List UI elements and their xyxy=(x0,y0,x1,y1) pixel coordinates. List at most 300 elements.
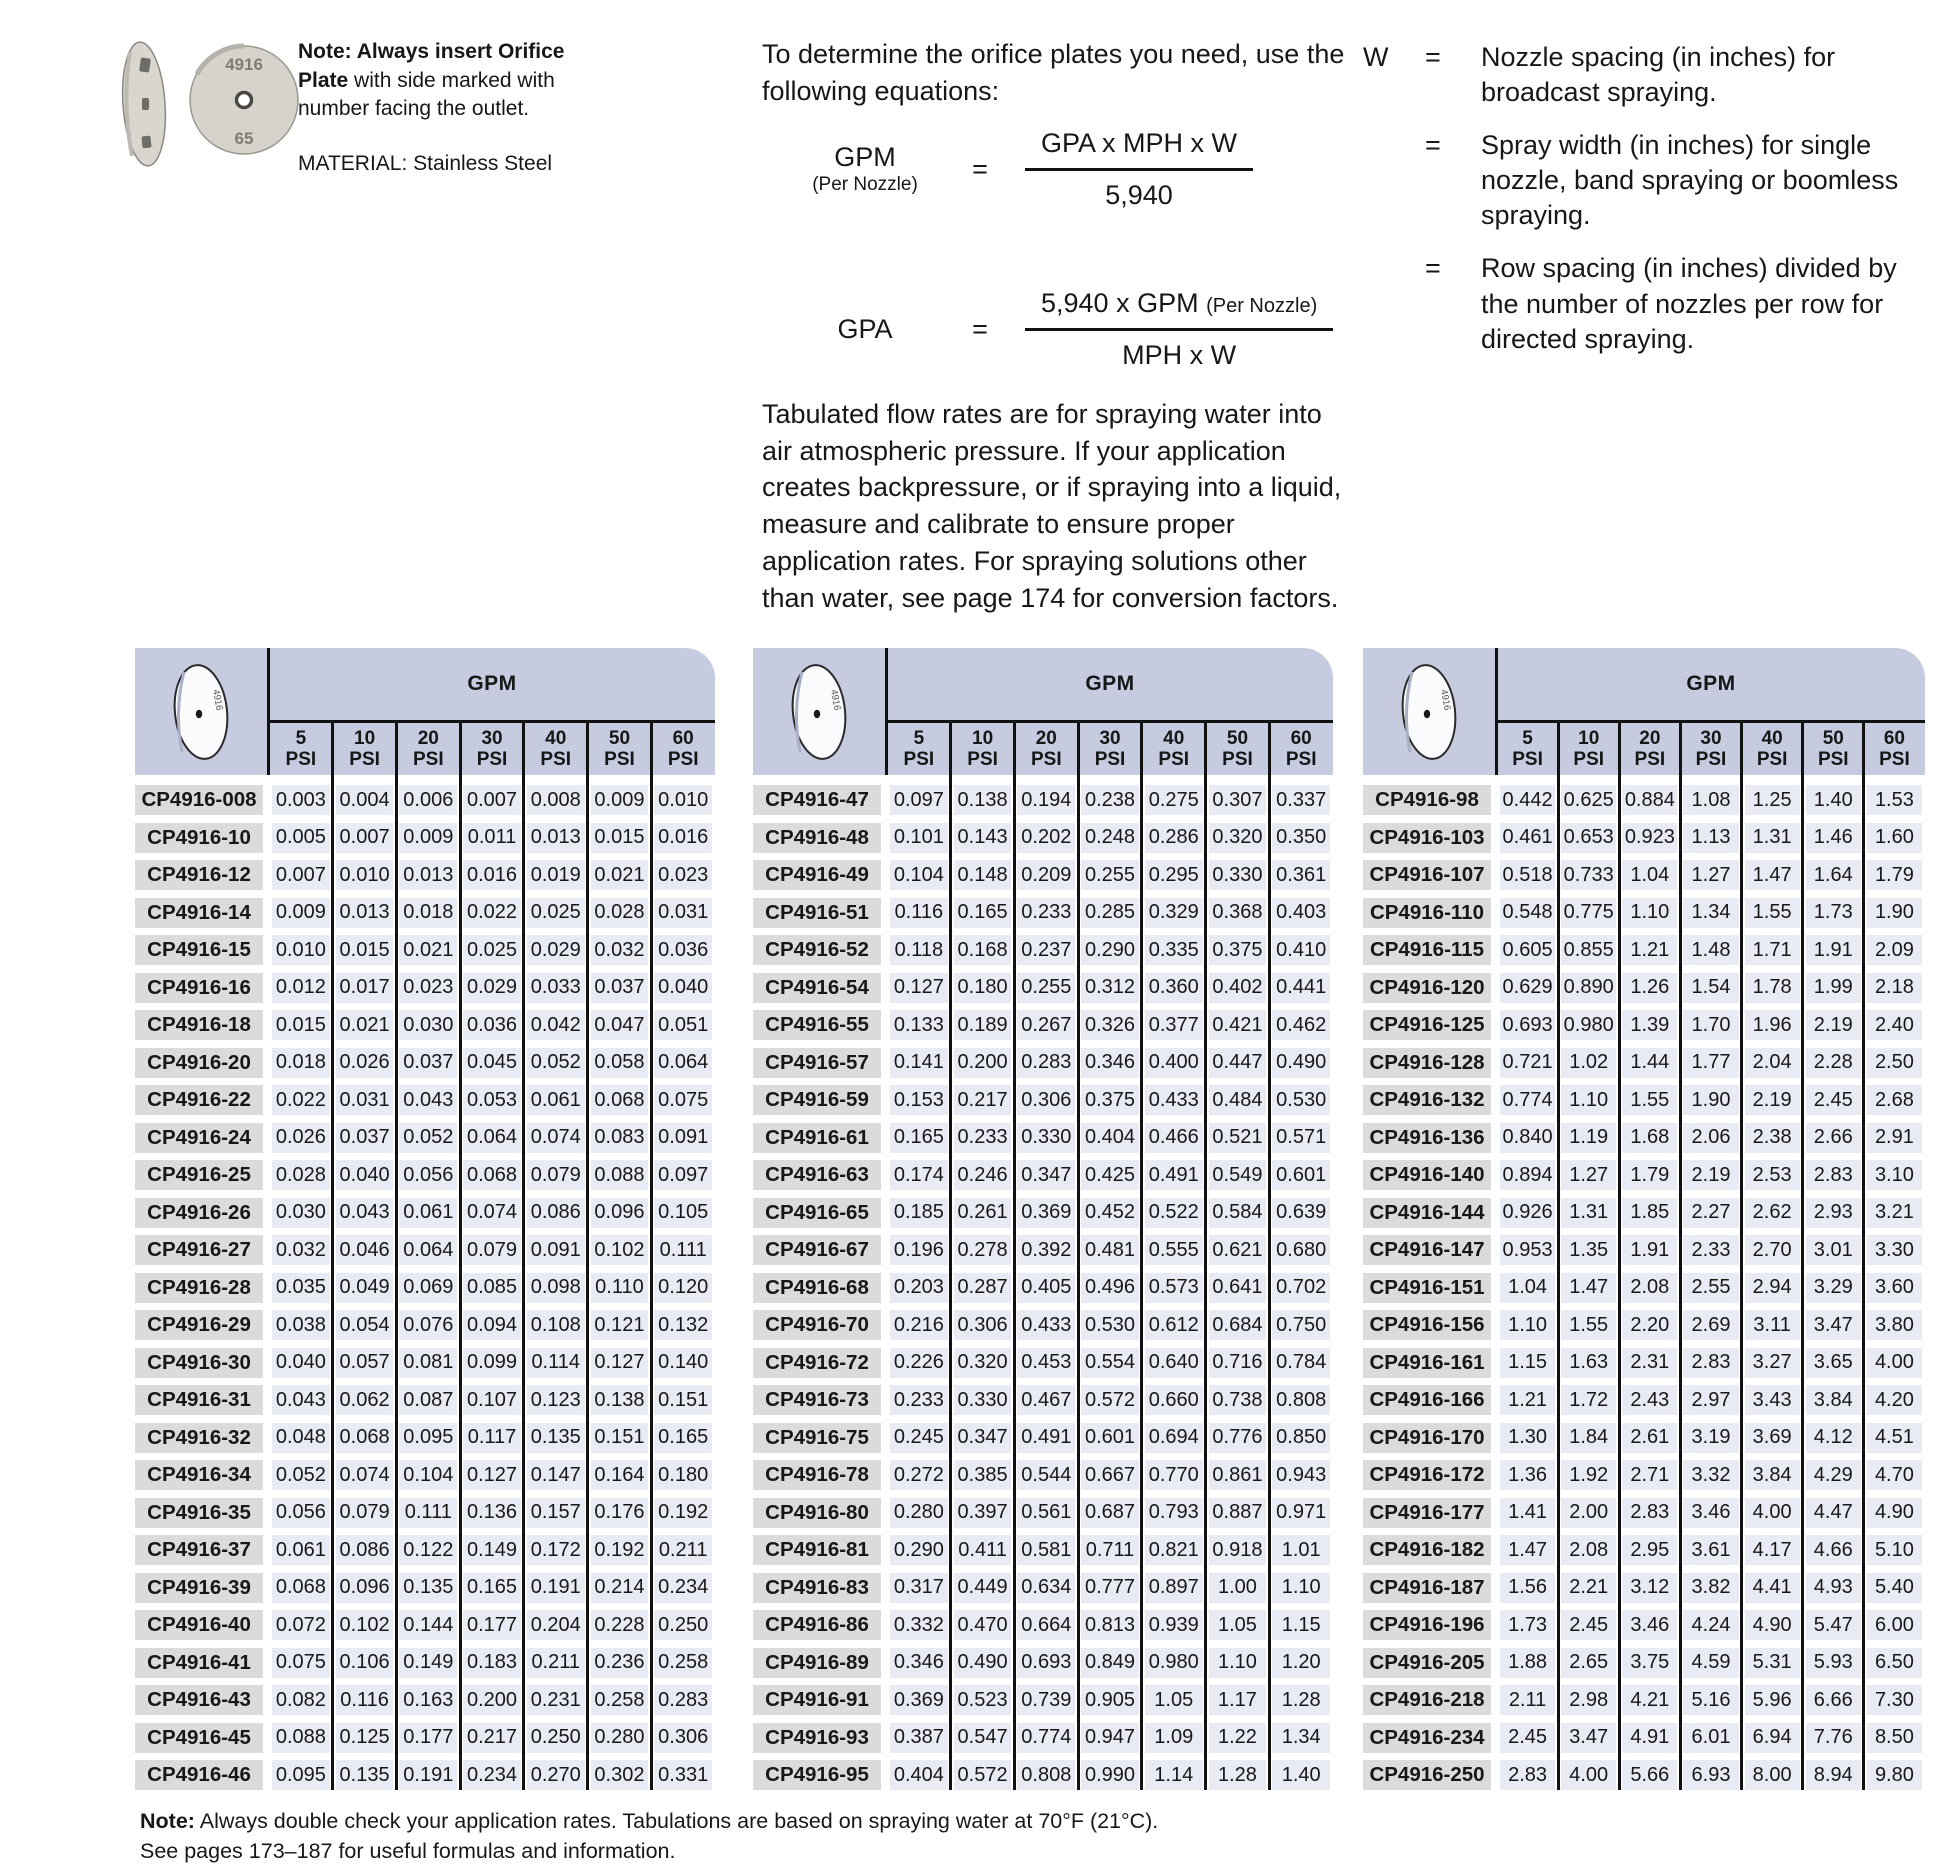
table-row xyxy=(1363,1648,1925,1678)
gpm-value-cell: 0.049 xyxy=(333,1273,397,1303)
w-definition-row xyxy=(1363,251,1923,356)
gpm-value-cell: 1.71 xyxy=(1742,935,1803,965)
table-body xyxy=(753,775,1333,1790)
part-number-cell: CP4916-166 xyxy=(1363,1385,1491,1415)
gpm-value-cell: 2.83 xyxy=(1803,1160,1864,1190)
gpm-equation-lhs xyxy=(795,143,935,196)
gpm-value-cell: 0.250 xyxy=(651,1610,715,1640)
gpm-value-cell: 5.47 xyxy=(1803,1610,1864,1640)
flow-rate-table-2 xyxy=(753,648,1333,1790)
gpm-value-cell: 4.24 xyxy=(1680,1610,1741,1640)
psi-column-header: 60 PSI xyxy=(667,727,699,770)
equals-sign: = xyxy=(1425,253,1441,284)
value-cells xyxy=(269,1123,715,1153)
part-number-cell: CP4916-30 xyxy=(135,1348,263,1378)
gpm-value-cell: 0.238 xyxy=(1078,785,1142,815)
gpm-value-cell: 0.157 xyxy=(524,1498,588,1528)
equals-sign: = xyxy=(1425,130,1441,161)
flow-rates-paragraph: Tabulated flow rates are for spraying water into air atmospheric pressure. If your application creates backpressure, or if spraying into a liquid, measure and calibrate to ensure proper application rates. For spraying solutions other than water, see page 174 for conversion factors. xyxy=(762,399,1342,613)
gpm-value-cell: 0.149 xyxy=(396,1648,460,1678)
part-number-cell: CP4916-147 xyxy=(1363,1235,1491,1265)
table-body xyxy=(1363,775,1925,1790)
equals-sign: = xyxy=(1425,42,1441,72)
table-row xyxy=(1363,898,1925,928)
gpm-value-cell: 0.064 xyxy=(460,1123,524,1153)
gpm-value-cell: 0.738 xyxy=(1206,1385,1270,1415)
gpm-value-cell: 0.330 xyxy=(1206,860,1270,890)
value-cells xyxy=(269,860,715,890)
gpm-value-cell: 1.09 xyxy=(1142,1723,1206,1753)
part-number-cell: CP4916-68 xyxy=(753,1273,881,1303)
gpm-value-cell: 2.97 xyxy=(1680,1385,1741,1415)
gpm-value-cell: 0.272 xyxy=(887,1460,951,1490)
gpm-value-cell: 0.180 xyxy=(651,1460,715,1490)
table-row xyxy=(135,1498,715,1528)
gpm-value-cell: 5.93 xyxy=(1803,1648,1864,1678)
value-cells xyxy=(887,860,1333,890)
gpm-value-cell: 0.202 xyxy=(1014,823,1078,853)
table-row xyxy=(135,1348,715,1378)
part-number-cell: CP4916-65 xyxy=(753,1198,881,1228)
gpm-value-cell: 0.332 xyxy=(887,1610,951,1640)
gpm-value-cell: 0.203 xyxy=(887,1273,951,1303)
value-cells xyxy=(1497,1498,1925,1528)
gpm-value-cell: 0.196 xyxy=(887,1235,951,1265)
gpm-value-cell: 1.31 xyxy=(1558,1198,1619,1228)
gpm-value-cell: 0.721 xyxy=(1497,1048,1558,1078)
table-row xyxy=(135,1085,715,1115)
gpm-value-cell: 0.121 xyxy=(588,1310,652,1340)
gpm-value-cell: 0.007 xyxy=(269,860,333,890)
gpm-value-cell: 0.104 xyxy=(887,860,951,890)
part-number-cell: CP4916-80 xyxy=(753,1498,881,1528)
value-cells xyxy=(1497,1048,1925,1078)
gpm-value-cell: 0.125 xyxy=(333,1723,397,1753)
gpm-value-cell: 0.770 xyxy=(1142,1460,1206,1490)
part-number-cell: CP4916-47 xyxy=(753,785,881,815)
gpm-value-cell: 2.53 xyxy=(1742,1160,1803,1190)
gpm-value-cell: 4.90 xyxy=(1864,1498,1925,1528)
gpm-value-cell: 0.312 xyxy=(1078,973,1142,1003)
gpm-value-cell: 0.231 xyxy=(524,1685,588,1715)
value-cells xyxy=(1497,1685,1925,1715)
value-cells xyxy=(887,1760,1333,1790)
gpm-value-cell: 0.612 xyxy=(1142,1310,1206,1340)
gpm-value-cell: 0.061 xyxy=(396,1198,460,1228)
gpm-value-cell: 2.38 xyxy=(1742,1123,1803,1153)
gpm-value-cell: 1.28 xyxy=(1269,1685,1333,1715)
value-cells xyxy=(1497,1085,1925,1115)
gpm-value-cell: 0.047 xyxy=(588,1010,652,1040)
gpm-value-cell: 0.290 xyxy=(887,1535,951,1565)
gpm-value-cell: 1.91 xyxy=(1619,1235,1680,1265)
w-definitions xyxy=(1363,40,1923,375)
gpm-value-cell: 0.211 xyxy=(524,1648,588,1678)
table-row xyxy=(135,1460,715,1490)
gpm-value-cell: 0.165 xyxy=(887,1123,951,1153)
gpm-value-cell: 0.009 xyxy=(396,823,460,853)
gpm-value-cell: 0.036 xyxy=(460,1010,524,1040)
gpm-value-cell: 1.39 xyxy=(1619,1010,1680,1040)
gpm-value-cell: 0.088 xyxy=(269,1723,333,1753)
gpm-value-cell: 0.123 xyxy=(524,1385,588,1415)
part-number-cell: CP4916-89 xyxy=(753,1648,881,1678)
gpm-value-cell: 0.306 xyxy=(1014,1085,1078,1115)
gpm-value-cell: 3.84 xyxy=(1803,1385,1864,1415)
gpm-value-cell: 0.385 xyxy=(951,1460,1015,1490)
table-row xyxy=(753,1085,1333,1115)
bottom-note-line2: See pages 173–187 for useful formulas and information. xyxy=(140,1839,676,1864)
gpm-value-cell: 0.007 xyxy=(460,785,524,815)
gpm-value-cell: 0.028 xyxy=(588,898,652,928)
table-row xyxy=(1363,1085,1925,1115)
gpm-value-cell: 0.267 xyxy=(1014,1010,1078,1040)
part-number-cell: CP4916-41 xyxy=(135,1648,263,1678)
gpm-value-cell: 0.058 xyxy=(588,1048,652,1078)
w-definition-text: Nozzle spacing (in inches) for broadcast spraying. xyxy=(1481,42,1836,108)
gpm-value-cell: 1.47 xyxy=(1742,860,1803,890)
gpm-value-cell: 0.022 xyxy=(460,898,524,928)
gpm-value-cell: 0.032 xyxy=(588,935,652,965)
gpm-value-cell: 0.114 xyxy=(524,1348,588,1378)
value-cells xyxy=(269,1498,715,1528)
gpm-header: GPM xyxy=(1085,672,1135,695)
gpm-value-cell: 7.76 xyxy=(1803,1723,1864,1753)
gpm-value-cell: 0.101 xyxy=(887,823,951,853)
part-number-cell: CP4916-10 xyxy=(135,823,263,853)
gpm-value-cell: 0.192 xyxy=(588,1535,652,1565)
gpm-value-cell: 0.571 xyxy=(1269,1123,1333,1153)
gpm-value-cell: 0.133 xyxy=(887,1010,951,1040)
gpm-value-cell: 1.90 xyxy=(1864,898,1925,928)
psi-column-header: 20 PSI xyxy=(412,727,444,770)
gpm-value-cell: 0.030 xyxy=(269,1198,333,1228)
table-row xyxy=(753,1573,1333,1603)
gpm-value-cell: 2.83 xyxy=(1497,1760,1558,1790)
plate-note-bold: Note: Always insert Orifice Plate xyxy=(298,40,565,92)
value-cells xyxy=(1497,1423,1925,1453)
gpm-value-cell: 1.21 xyxy=(1619,935,1680,965)
gpm-value-cell: 0.097 xyxy=(887,785,951,815)
gpm-value-cell: 5.31 xyxy=(1742,1648,1803,1678)
gpm-equation-lhs-sub: (Per Nozzle) xyxy=(812,173,918,195)
gpm-value-cell: 0.043 xyxy=(269,1385,333,1415)
gpm-value-cell: 4.20 xyxy=(1864,1385,1925,1415)
gpm-value-cell: 0.087 xyxy=(396,1385,460,1415)
gpm-value-cell: 2.55 xyxy=(1680,1273,1741,1303)
gpm-value-cell: 0.017 xyxy=(333,973,397,1003)
value-cells xyxy=(1497,1460,1925,1490)
gpm-value-cell: 1.41 xyxy=(1497,1498,1558,1528)
gpm-value-cell: 0.200 xyxy=(460,1685,524,1715)
table-row xyxy=(1363,860,1925,890)
gpm-value-cell: 0.029 xyxy=(460,973,524,1003)
gpm-value-cell: 0.890 xyxy=(1558,973,1619,1003)
value-cells xyxy=(269,1010,715,1040)
part-number-cell: CP4916-39 xyxy=(135,1573,263,1603)
orifice-plate-side-photo xyxy=(119,41,170,168)
gpm-value-cell: 5.10 xyxy=(1864,1535,1925,1565)
gpm-value-cell: 4.66 xyxy=(1803,1535,1864,1565)
gpm-value-cell: 4.90 xyxy=(1742,1610,1803,1640)
gpm-value-cell: 0.037 xyxy=(588,973,652,1003)
gpm-value-cell: 0.849 xyxy=(1078,1648,1142,1678)
gpm-value-cell: 0.138 xyxy=(588,1385,652,1415)
table-row xyxy=(135,823,715,853)
gpm-value-cell: 0.411 xyxy=(951,1535,1015,1565)
gpm-value-cell: 0.275 xyxy=(1142,785,1206,815)
table-row xyxy=(753,1273,1333,1303)
gpm-value-cell: 0.086 xyxy=(524,1198,588,1228)
gpm-value-cell: 2.04 xyxy=(1742,1048,1803,1078)
gpm-value-cell: 2.66 xyxy=(1803,1123,1864,1153)
gpm-value-cell: 0.368 xyxy=(1206,898,1270,928)
gpm-value-cell: 0.031 xyxy=(651,898,715,928)
gpm-value-cell: 1.34 xyxy=(1680,898,1741,928)
part-number-cell: CP4916-170 xyxy=(1363,1423,1491,1453)
gpm-value-cell: 0.971 xyxy=(1269,1498,1333,1528)
equals-sign: = xyxy=(972,154,988,184)
gpm-value-cell: 1.40 xyxy=(1803,785,1864,815)
gpm-value-cell: 0.075 xyxy=(269,1648,333,1678)
gpm-value-cell: 0.216 xyxy=(887,1310,951,1340)
gpm-value-cell: 0.326 xyxy=(1078,1010,1142,1040)
gpm-value-cell: 0.149 xyxy=(460,1535,524,1565)
gpm-value-cell: 3.29 xyxy=(1803,1273,1864,1303)
gpm-value-cell: 3.01 xyxy=(1803,1235,1864,1265)
table-row xyxy=(753,1498,1333,1528)
gpm-value-cell: 0.021 xyxy=(333,1010,397,1040)
gpm-value-cell: 0.375 xyxy=(1206,935,1270,965)
value-cells xyxy=(269,1573,715,1603)
gpm-value-cell: 0.042 xyxy=(524,1010,588,1040)
gpm-value-cell: 0.074 xyxy=(333,1460,397,1490)
psi-column-header: 20 PSI xyxy=(1030,727,1062,770)
table-row xyxy=(1363,1348,1925,1378)
gpm-value-cell: 2.93 xyxy=(1803,1198,1864,1228)
value-cells xyxy=(887,1723,1333,1753)
gpm-value-cell: 0.433 xyxy=(1014,1310,1078,1340)
bottom-note-line1 xyxy=(140,1806,1340,1836)
gpm-value-cell: 0.053 xyxy=(460,1085,524,1115)
part-number-cell: CP4916-161 xyxy=(1363,1348,1491,1378)
gpm-value-cell: 2.33 xyxy=(1680,1235,1741,1265)
value-cells xyxy=(1497,1648,1925,1678)
gpm-value-cell: 2.06 xyxy=(1680,1123,1741,1153)
gpm-value-cell: 3.12 xyxy=(1619,1573,1680,1603)
gpm-header: GPM xyxy=(1686,672,1736,695)
gpm-value-cell: 0.680 xyxy=(1269,1235,1333,1265)
psi-header-row xyxy=(269,723,715,775)
gpa-equation-numerator-note: (Per Nozzle) xyxy=(1206,295,1318,317)
gpm-value-cell: 0.102 xyxy=(333,1610,397,1640)
gpm-value-cell: 1.68 xyxy=(1619,1123,1680,1153)
value-cells xyxy=(1497,1385,1925,1415)
gpm-value-cell: 2.94 xyxy=(1742,1273,1803,1303)
value-cells xyxy=(887,1310,1333,1340)
gpm-value-cell: 0.572 xyxy=(1078,1385,1142,1415)
gpm-value-cell: 5.40 xyxy=(1864,1573,1925,1603)
value-cells xyxy=(269,973,715,1003)
part-number-cell: CP4916-91 xyxy=(753,1685,881,1715)
gpm-value-cell: 1.28 xyxy=(1206,1760,1270,1790)
gpm-value-cell: 0.905 xyxy=(1078,1685,1142,1715)
gpm-value-cell: 0.452 xyxy=(1078,1198,1142,1228)
gpm-value-cell: 0.105 xyxy=(651,1198,715,1228)
part-number-cell: CP4916-26 xyxy=(135,1198,263,1228)
part-number-cell: CP4916-205 xyxy=(1363,1648,1491,1678)
gpm-value-cell: 0.143 xyxy=(951,823,1015,853)
gpm-value-cell: 1.05 xyxy=(1206,1610,1270,1640)
gpm-value-cell: 0.057 xyxy=(333,1348,397,1378)
icon-model-marking: 4916 xyxy=(210,688,225,711)
gpm-value-cell: 0.192 xyxy=(651,1498,715,1528)
table-row xyxy=(135,1610,715,1640)
gpm-value-cell: 0.110 xyxy=(588,1273,652,1303)
gpm-value-cell: 0.547 xyxy=(951,1723,1015,1753)
gpm-value-cell: 0.111 xyxy=(651,1235,715,1265)
gpm-value-cell: 0.023 xyxy=(396,973,460,1003)
table-row xyxy=(1363,935,1925,965)
gpm-value-cell: 0.387 xyxy=(887,1723,951,1753)
part-number-cell: CP4916-218 xyxy=(1363,1685,1491,1715)
orifice-plate-photo-graphic xyxy=(112,34,302,174)
table-row xyxy=(135,1198,715,1228)
gpm-value-cell: 1.64 xyxy=(1803,860,1864,890)
table-row xyxy=(753,898,1333,928)
part-number-cell: CP4916-61 xyxy=(753,1123,881,1153)
value-cells xyxy=(269,1273,715,1303)
gpm-value-cell: 0.098 xyxy=(524,1273,588,1303)
table-row xyxy=(135,1273,715,1303)
gpm-value-cell: 0.320 xyxy=(951,1348,1015,1378)
gpm-value-cell: 0.484 xyxy=(1206,1085,1270,1115)
gpm-value-cell: 0.151 xyxy=(651,1385,715,1415)
part-number-cell: CP4916-172 xyxy=(1363,1460,1491,1490)
gpm-value-cell: 0.397 xyxy=(951,1498,1015,1528)
gpm-value-cell: 0.774 xyxy=(1497,1085,1558,1115)
part-number-cell: CP4916-73 xyxy=(753,1385,881,1415)
value-cells xyxy=(1497,1310,1925,1340)
gpm-value-cell: 0.330 xyxy=(1014,1123,1078,1153)
gpm-value-cell: 0.033 xyxy=(524,973,588,1003)
gpm-value-cell: 0.204 xyxy=(524,1610,588,1640)
gpm-value-cell: 3.32 xyxy=(1680,1460,1741,1490)
gpm-value-cell: 5.16 xyxy=(1680,1685,1741,1715)
table-row xyxy=(1363,1573,1925,1603)
table-row xyxy=(135,1573,715,1603)
gpm-value-cell: 0.702 xyxy=(1269,1273,1333,1303)
gpm-value-cell: 3.60 xyxy=(1864,1273,1925,1303)
gpm-value-cell: 0.237 xyxy=(1014,935,1078,965)
gpm-value-cell: 0.258 xyxy=(588,1685,652,1715)
gpm-value-cell: 0.581 xyxy=(1014,1535,1078,1565)
gpm-value-cell: 0.641 xyxy=(1206,1273,1270,1303)
gpm-value-cell: 0.064 xyxy=(651,1048,715,1078)
gpm-value-cell: 0.629 xyxy=(1497,973,1558,1003)
gpm-value-cell: 2.70 xyxy=(1742,1235,1803,1265)
gpm-value-cell: 0.052 xyxy=(269,1460,333,1490)
gpm-value-cell: 1.54 xyxy=(1680,973,1741,1003)
gpm-value-cell: 0.621 xyxy=(1206,1235,1270,1265)
part-number-cell: CP4916-008 xyxy=(135,785,263,815)
gpm-value-cell: 0.194 xyxy=(1014,785,1078,815)
gpm-value-cell: 0.164 xyxy=(588,1460,652,1490)
table-row xyxy=(753,1723,1333,1753)
value-cells xyxy=(1497,1123,1925,1153)
gpm-value-cell: 1.99 xyxy=(1803,973,1864,1003)
orifice-plate-icon xyxy=(1363,648,1497,775)
part-number-cell: CP4916-187 xyxy=(1363,1573,1491,1603)
table-row xyxy=(1363,1460,1925,1490)
gpm-value-cell: 0.127 xyxy=(887,973,951,1003)
gpm-value-cell: 3.65 xyxy=(1803,1348,1864,1378)
gpm-value-cell: 0.085 xyxy=(460,1273,524,1303)
gpm-value-cell: 2.98 xyxy=(1558,1685,1619,1715)
value-cells xyxy=(269,1310,715,1340)
value-cells xyxy=(1497,935,1925,965)
gpm-value-cell: 0.258 xyxy=(651,1648,715,1678)
gpm-value-cell: 0.151 xyxy=(588,1423,652,1453)
gpm-value-cell: 0.104 xyxy=(396,1460,460,1490)
gpm-value-cell: 0.774 xyxy=(1014,1723,1078,1753)
gpm-value-cell: 6.93 xyxy=(1680,1760,1741,1790)
gpm-value-cell: 0.234 xyxy=(460,1760,524,1790)
gpm-value-cell: 0.306 xyxy=(951,1310,1015,1340)
gpm-value-cell: 0.068 xyxy=(460,1160,524,1190)
psi-column-header: 40 PSI xyxy=(1756,727,1788,770)
psi-column-header: 10 PSI xyxy=(349,727,380,770)
gpm-value-cell: 0.544 xyxy=(1014,1460,1078,1490)
gpm-value-cell: 0.236 xyxy=(588,1648,652,1678)
gpm-value-cell: 0.079 xyxy=(460,1235,524,1265)
gpm-value-cell: 0.040 xyxy=(269,1348,333,1378)
gpm-value-cell: 0.280 xyxy=(588,1723,652,1753)
gpm-value-cell: 0.278 xyxy=(951,1235,1015,1265)
gpm-value-cell: 0.255 xyxy=(1014,973,1078,1003)
gpm-value-cell: 0.013 xyxy=(396,860,460,890)
part-number-cell: CP4916-177 xyxy=(1363,1498,1491,1528)
value-cells xyxy=(1497,1610,1925,1640)
psi-column-header: 10 PSI xyxy=(1573,727,1605,770)
gpm-value-cell: 0.036 xyxy=(651,935,715,965)
gpm-value-cell: 1.55 xyxy=(1558,1310,1619,1340)
gpm-value-cell: 0.140 xyxy=(651,1348,715,1378)
part-number-cell: CP4916-51 xyxy=(753,898,881,928)
gpm-value-cell: 0.442 xyxy=(1497,785,1558,815)
value-cells xyxy=(269,785,715,815)
gpm-value-cell: 0.043 xyxy=(333,1198,397,1228)
gpm-value-cell: 0.111 xyxy=(396,1498,460,1528)
gpm-value-cell: 0.346 xyxy=(887,1648,951,1678)
gpm-value-cell: 1.31 xyxy=(1742,823,1803,853)
gpm-value-cell: 0.177 xyxy=(396,1723,460,1753)
part-number-cell: CP4916-234 xyxy=(1363,1723,1491,1753)
gpm-value-cell: 0.447 xyxy=(1206,1048,1270,1078)
value-cells xyxy=(1497,1198,1925,1228)
icon-model-marking: 4916 xyxy=(828,688,843,711)
gpm-value-cell: 0.573 xyxy=(1142,1273,1206,1303)
gpm-value-cell: 0.185 xyxy=(887,1198,951,1228)
gpm-value-cell: 2.50 xyxy=(1864,1048,1925,1078)
gpm-value-cell: 0.043 xyxy=(396,1085,460,1115)
table-row xyxy=(753,860,1333,890)
w-definition-row xyxy=(1363,128,1923,233)
gpm-value-cell: 0.548 xyxy=(1497,898,1558,928)
value-cells xyxy=(887,1535,1333,1565)
gpm-value-cell: 0.693 xyxy=(1497,1010,1558,1040)
gpm-value-cell: 0.233 xyxy=(887,1385,951,1415)
